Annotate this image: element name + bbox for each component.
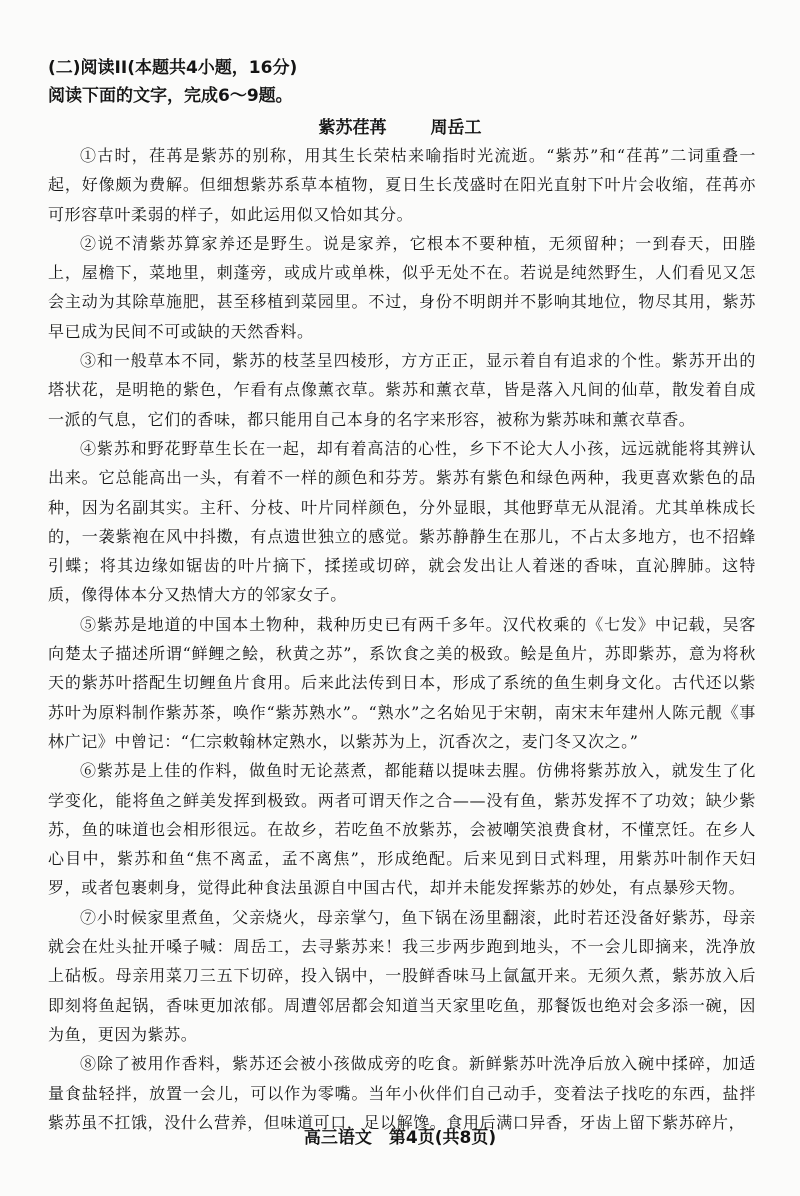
paragraph-4: ④紫苏和野花野草生长在一起，却有着高洁的心性，乡下不论大人小孩，远远就能将其辨认出来。它总能高出一头，有着不一样的颜色和芬芳。紫苏有紫色和绿色两种，我更喜欢紫色的品种，因为名副其实。主秆、分枝、叶片同样颜色，分外显眼，其他野草无从混淆。尤其单株成长的，一袭紫袍在风中抖擞，有点遗世独立的感觉。紫苏静静生在那儿，不占太多地方，也不招蜂引蝶；将其边缘如锯齿的叶片摘下，揉搓或切碎，就会发出让人着迷的香味，直沁脾肺。这特质，像得体本分又热情大方的邻家女子。: [48, 438, 756, 605]
article-author: 周岳工: [430, 118, 482, 138]
paragraph-7: ⑦小时候家里煮鱼，父亲烧火，母亲掌勺，鱼下锅在汤里翻滚，此时若还没备好紫苏，母亲就会在灶头扯开嗓子喊：周岳工，去寻紫苏来！我三步两步跑到地头，不一会儿即摘来，洗净放上砧板。母亲用菜刀三五下切碎，投入锅中，一股鲜香味马上氤氲开来。无须久煮，紫苏放入后即刻将鱼起锅，香味更加浓郁。周遭邻居都会知道当天家里吃鱼，那餐饭也绝对会多添一碗，因为鱼，更因为紫苏。: [48, 907, 756, 1044]
article-title: 紫苏荏苒: [318, 118, 387, 138]
section-heading: (二)阅读II(本题共4小题，16分): [48, 58, 298, 78]
paragraph-5: ⑤紫苏是地道的中国本土物种，栽种历史已有两千多年。汉代枚乘的《七发》中记载，吴客向楚太子描述所谓“鲜鲤之鲙，秋黄之苏”，系饮食之美的极致。鲙是鱼片，苏即紫苏，意为将秋天的紫苏叶搭配生切鲤鱼片食用。后来此法传到日本，形成了系统的鱼生刺身文化。古代还以紫苏叶为原料制作紫苏茶，唤作“紫苏熟水”。“熟水”之名始见于宋朝，南宋末年建州人陈元靓《事林广记》中曾记：“仁宗敕翰林定熟水，以紫苏为上，沉香次之，麦门冬又次之。”: [48, 614, 756, 751]
paragraph-8: ⑧除了被用作香料，紫苏还会被小孩做成旁的吃食。新鲜紫苏叶洗净后放入碗中揉碎，加适量食盐轻拌，放置一会儿，可以作为零嘴。当年小伙伴们自己动手，变着法子找吃的东西，盐拌紫苏虽不扛饿，没什么营养，但味道可口，足以解馋。食用后满口异香，牙齿上留下紫苏碎片，: [48, 1054, 756, 1132]
article-title-line: [0, 116, 800, 140]
paragraph-6: ⑥紫苏是上佳的作料，做鱼时无论蒸煮，都能藉以提味去腥。仿佛将紫苏放入，就发生了化学变化，能将鱼之鲜美发挥到极致。两者可谓天作之合——没有鱼，紫苏发挥不了功效；缺少紫苏，鱼的味道也会相形很远。在故乡，若吃鱼不放紫苏，会被嘲笑浪费食材，不懂烹饪。在乡人心目中，紫苏和鱼“焦不离孟，孟不离焦”，形成绝配。后来见到日式料理，用紫苏叶制作天妇罗，或者包裹刺身，觉得此种食法虽源自中国古代，却并未能发挥紫苏的妙处，有点暴殄天物。: [48, 761, 756, 898]
paragraph-1: ①古时，荏苒是紫苏的别称，用其生长荣枯来喻指时光流逝。“紫苏”和“荏苒”二词重叠一起，好像颇为费解。但细想紫苏系草本植物，夏日生长茂盛时在阳光直射下叶片会收缩，荏苒亦可形容草叶柔弱的样子，如此运用似又恰如其分。: [48, 146, 756, 224]
article-body: [48, 141, 756, 1137]
reading-instruction: 阅读下面的文字，完成6～9题。: [48, 86, 293, 106]
page-footer: 高三语文 第4页(共8页): [303, 1128, 497, 1148]
paragraph-2: ②说不清紫苏算家养还是野生。说是家养，它根本不要种植，无须留种；一到春天，田塍上，屋檐下，菜地里，刺蓬旁，或成片或单株，似乎无处不在。若说是纯然野生，人们看见又怎会主动为其除草施肥，甚至移植到菜园里。不过，身份不明朗并不影响其地位，物尽其用，紫苏早已成为民间不可或缺的天然香料。: [48, 233, 756, 341]
paragraph-3: ③和一般草本不同，紫苏的枝茎呈四棱形，方方正正，显示着自有追求的个性。紫苏开出的塔状花，是明艳的紫色，乍看有点像薰衣草。紫苏和薰衣草，皆是落入凡间的仙草，散发着自成一派的气息，它们的香味，都只能用自己本身的名字来形容，被称为紫苏味和薰衣草香。: [48, 351, 756, 429]
